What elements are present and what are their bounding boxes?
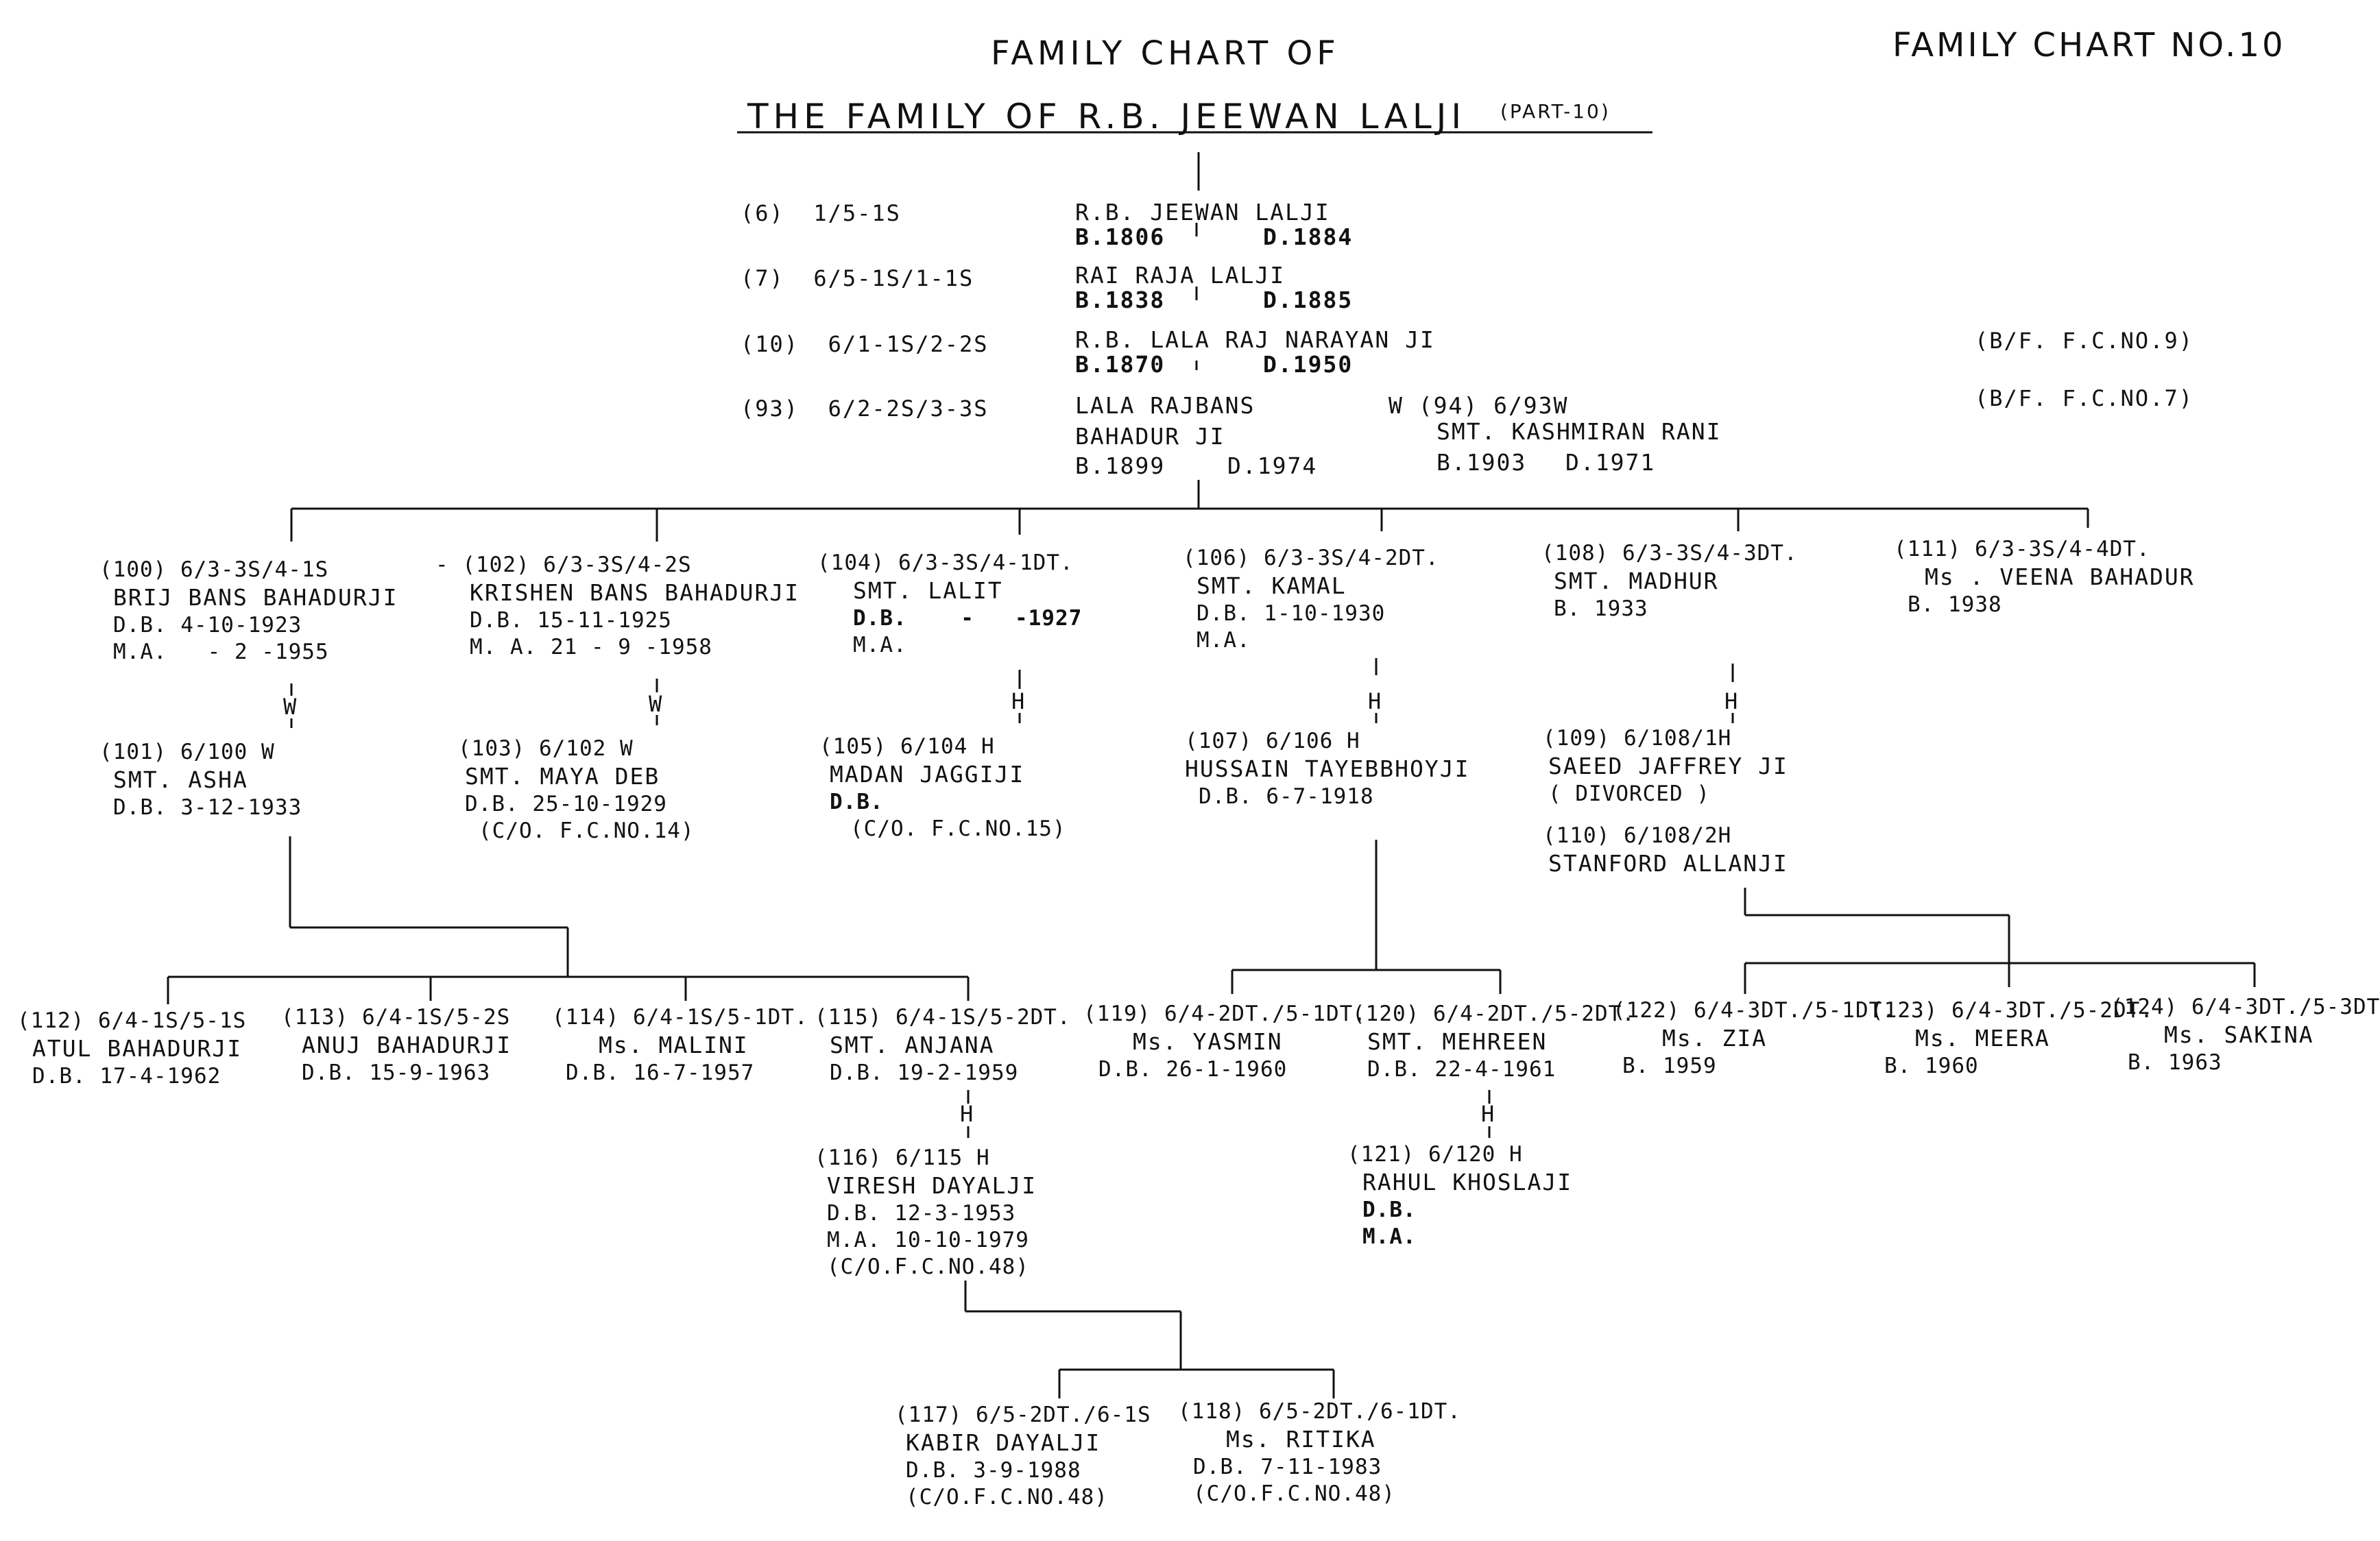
person-110 [1543,823,1788,878]
person-birth: D.B. 7-11-1983 [1193,1454,1382,1479]
person-name: KRISHEN BANS BAHADURJI [470,579,800,607]
person-100 [99,557,398,666]
person-name: STANFORD ALLANJI [1548,850,1788,877]
person-code: (113) 6/4-1S/5-2S [281,1005,511,1030]
reference-note: (C/O.F.C.NO.48) [1193,1481,1395,1506]
person-birth: D.B. - -1927 [853,605,1083,631]
husband-marker: H [1011,688,1025,714]
ancestor-birth: B.1806 [1075,223,1166,250]
person-code: (122) 6/4-3DT./5-1DT. [1613,998,1896,1023]
wife-birth: B.1903 [1437,449,1527,476]
person-107 [1185,728,1470,810]
chart-number: FAMILY CHART NO.10 [1892,26,2286,64]
person-name: SMT. KAMAL [1197,572,1347,600]
person-birth: D.B. 1-10-1930 [1197,600,1386,626]
person-104 [817,550,1082,659]
person-106 [1183,545,1439,654]
ancestor-birth: B.1838 [1075,287,1166,313]
person-code: (106) 6/3-3S/4-2DT. [1183,546,1439,570]
husband-marker: H [960,1101,974,1127]
person-name: Ms . VEENA BAHADUR [1925,563,2195,591]
reference-note: (C/O. F.C.NO.14) [479,818,695,843]
person-name: SMT. ASHA [113,766,248,794]
person-name: HUSSAIN TAYEBBHOYJI [1185,755,1470,783]
person-code: (110) 6/108/2H [1543,823,1732,848]
person-birth: B. 1959 [1622,1053,1717,1078]
person-code: - (102) 6/3-3S/4-2S [435,553,692,577]
person-116 [815,1145,1037,1281]
ancestor-name-line2: BAHADUR JI [1075,423,1225,450]
person-code: (119) 6/4-2DT./5-1DT. [1083,1002,1367,1026]
person-name: Ms. ZIA [1662,1025,1768,1052]
person-birth: D.B. 15-9-1963 [302,1060,491,1085]
person-name: Ms. MALINI [599,1032,749,1059]
person-birth: D.B. 3-9-1988 [906,1457,1081,1483]
ancestor-name: LALA RAJBANS [1075,392,1255,419]
husband-marker: H [1368,688,1382,714]
person-birth: D.B. 25-10-1929 [465,791,667,816]
person-birth: D.B. 4-10-1923 [113,612,302,638]
person-birth: D.B. 17-4-1962 [32,1063,221,1089]
wife-marker: W [649,691,662,717]
person-name: BRIJ BANS BAHADURJI [113,584,398,611]
person-code: (108) 6/3-3S/4-3DT. [1541,541,1798,566]
ancestor-name: R.B. LALA RAJ NARAYAN JI [1075,326,1435,353]
person-code: (103) 6/102 W [458,736,634,761]
lineage-code: (93) 6/2-2S/3-3S [741,396,989,422]
person-code: (116) 6/115 H [815,1145,990,1170]
ancestor-name: R.B. JEEWAN LALJI [1075,199,1330,226]
wife-marker: W [283,694,297,720]
person-birth: B. 1933 [1554,596,1648,621]
person-name: MADAN JAGGIJI [830,761,1025,788]
lineage-code: (6) 1/5-1S [741,200,901,226]
person-name: ANUJ BAHADURJI [302,1032,512,1059]
person-124 [2111,994,2380,1076]
person-marriage: M.A. 10-10-1979 [827,1227,1029,1252]
person-code: (115) 6/4-1S/5-2DT. [815,1005,1071,1030]
person-109 [1543,725,1788,808]
person-birth: D.B. 16-7-1957 [566,1060,755,1085]
person-code: (104) 6/3-3S/4-1DT. [817,550,1074,575]
chart-part: (PART-10) [1500,100,1611,123]
person-code: (118) 6/5-2DT./6-1DT. [1178,1399,1461,1424]
person-112 [17,1008,246,1090]
person-marriage: M.A. [853,632,907,657]
person-name: Ms. YASMIN [1133,1028,1283,1056]
person-113 [281,1004,512,1087]
ancestor-death: D.1884 [1263,223,1354,250]
person-108 [1541,540,1798,622]
person-birth: D.B. 22-4-1961 [1367,1056,1556,1082]
lineage-code: (10) 6/1-1S/2-2S [741,331,989,357]
person-marriage: M. A. 21 - 9 -1958 [470,634,712,659]
person-name: SMT. MADHUR [1554,568,1719,595]
husband-marker: H [1724,688,1738,714]
person-marriage: M.A. [1362,1224,1417,1249]
reference-note: (B/F. F.C.NO.7) [1975,385,2193,411]
person-birth: D.B. 15-11-1925 [470,607,672,633]
person-code: (112) 6/4-1S/5-1S [17,1008,247,1033]
person-111 [1894,536,2195,618]
person-marriage: M.A. [1197,627,1251,653]
person-103 [458,736,695,845]
wife-name: SMT. KASHMIRAN RANI [1437,418,1722,445]
person-118 [1178,1398,1461,1507]
person-name: Ms. SAKINA [2164,1021,2314,1049]
person-birth: D.B. 3-12-1933 [113,794,302,820]
person-code: (120) 6/4-2DT./5-2DT. [1352,1002,1635,1026]
person-birth: D.B. [1362,1197,1417,1222]
person-code: (117) 6/5-2DT./6-1S [895,1403,1151,1427]
person-birth: D.B. 19-2-1959 [830,1060,1019,1085]
reference-note: (C/O.F.C.NO.48) [906,1484,1108,1509]
person-name: SMT. LALIT [853,577,1003,605]
person-birth: B. 1963 [2128,1049,2222,1075]
person-120 [1352,1001,1635,1083]
person-102 [435,552,800,661]
wife-code: W (94) 6/93W [1389,392,1569,419]
chart-title: FAMILY CHART OF [991,34,1340,73]
person-birth: B. 1938 [1908,592,2002,617]
husband-marker: H [1481,1101,1495,1127]
person-114 [552,1004,808,1087]
person-119 [1083,1001,1367,1083]
person-name: SMT. MAYA DEB [465,763,660,790]
person-name: SMT. MEHREEN [1367,1028,1548,1056]
person-name: VIRESH DAYALJI [827,1172,1037,1200]
person-status: ( DIVORCED ) [1548,781,1710,806]
reference-note: (C/O.F.C.NO.48) [827,1254,1029,1279]
wife-death: D.1971 [1565,449,1656,476]
person-name: KABIR DAYALJI [906,1429,1101,1457]
ancestor-name: RAI RAJA LALJI [1075,262,1286,289]
person-name: SMT. ANJANA [830,1032,995,1059]
person-name: Ms. RITIKA [1226,1426,1376,1453]
person-code: (123) 6/4-3DT./5-2DT. [1871,998,2154,1023]
person-code: (109) 6/108/1H [1543,726,1732,751]
person-code: (121) 6/120 H [1347,1142,1523,1167]
person-code: (111) 6/3-3S/4-4DT. [1894,537,2150,561]
person-101 [99,739,302,821]
person-code: (114) 6/4-1S/5-1DT. [552,1005,808,1030]
person-birth: D.B. [830,789,884,814]
ancestor-death: D.1885 [1263,287,1354,313]
ancestor-birth: B.1899 [1075,452,1166,479]
reference-note: (B/F. F.C.NO.9) [1975,328,2193,354]
person-code: (107) 6/106 H [1185,729,1360,753]
person-code: (101) 6/100 W [99,740,275,764]
person-birth: D.B. 6-7-1918 [1199,784,1374,809]
person-121 [1347,1141,1572,1250]
reference-note: (C/O. F.C.NO.15) [850,816,1066,841]
person-name: SAEED JAFFREY JI [1548,753,1788,780]
person-name: ATUL BAHADURJI [32,1035,243,1063]
person-code: (124) 6/4-3DT./5-3DT [2111,995,2380,1019]
lineage-code: (7) 6/5-1S/1-1S [741,265,974,291]
chart-subtitle: THE FAMILY OF R.B. JEEWAN LALJI [747,97,1467,136]
ancestor-death: D.1950 [1263,351,1354,378]
person-115 [815,1004,1071,1087]
person-birth: D.B. 12-3-1953 [827,1200,1016,1226]
person-105 [819,733,1066,842]
ancestor-death: D.1974 [1227,452,1318,479]
person-122 [1613,997,1896,1080]
ancestor-birth: B.1870 [1075,351,1166,378]
person-name: Ms. MEERA [1915,1025,2050,1052]
person-117 [895,1402,1151,1511]
person-birth: D.B. 26-1-1960 [1098,1056,1288,1082]
person-code: (100) 6/3-3S/4-1S [99,557,329,582]
person-name: RAHUL KHOSLAJI [1362,1169,1573,1196]
person-marriage: M.A. - 2 -1955 [113,639,329,664]
person-birth: B. 1960 [1884,1053,1979,1078]
person-code: (105) 6/104 H [819,734,995,759]
